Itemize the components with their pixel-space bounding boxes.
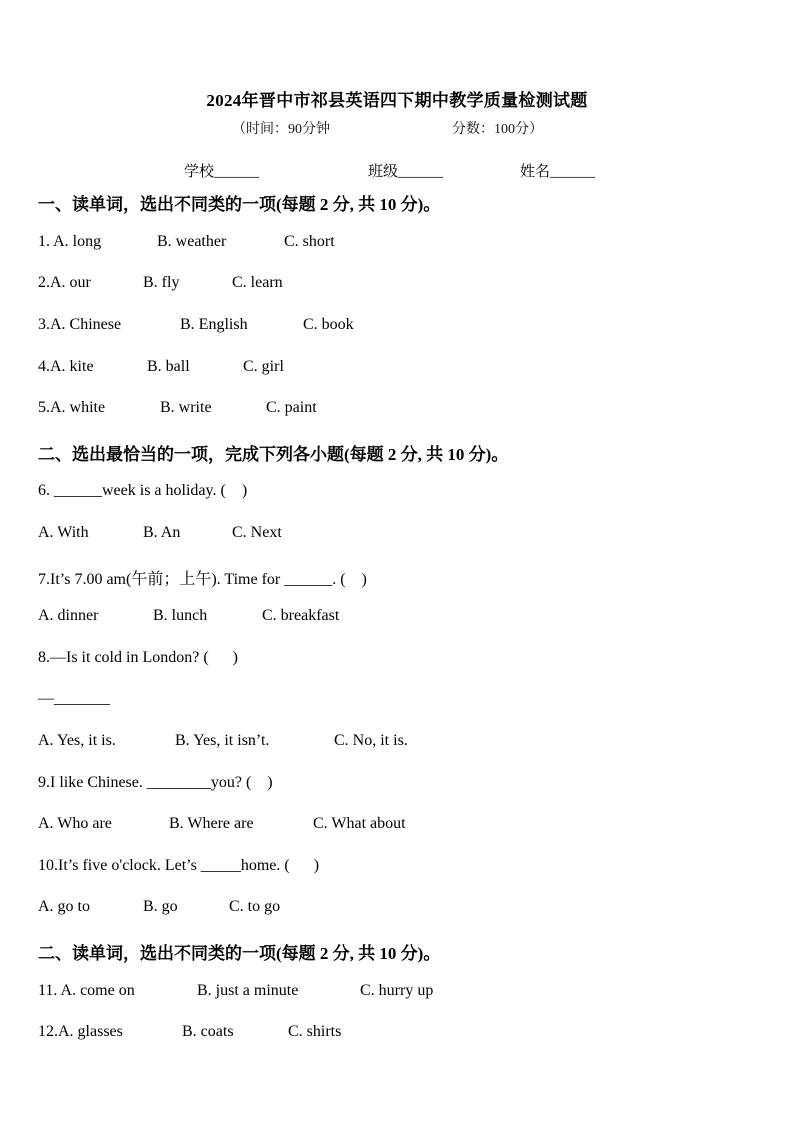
q3-option-b: B. English [180,316,248,333]
name-field: 姓名______ [520,164,596,180]
class-field: 班级______ [368,164,444,180]
q10-option-b: B. go [143,898,178,915]
q3-option-a: 3.A. Chinese [38,316,122,333]
q6-option-c: C. Next [232,524,282,541]
section-1-heading: 一、读单词，选出不同类的一项(每题 2 分, 共 10 分)。 [38,195,441,214]
q2-option-c: C. learn [232,274,283,291]
q11-option-a: 11. A. come on [38,982,135,999]
q8-option-a: A. Yes, it is. [38,732,116,749]
q7-option-b: B. lunch [153,607,208,624]
q8-option-c: C. No, it is. [334,732,408,749]
q8-option-b: B. Yes, it isn’t. [175,732,270,749]
q8-stem: 8.—Is it cold in London? ( ) [38,649,238,666]
q3-option-c: C. book [303,316,354,333]
q11-option-c: C. hurry up [360,982,434,999]
q2-option-b: B. fly [143,274,180,291]
exam-score: 分数：100分） [452,122,543,137]
q1-option-b: B. weather [157,233,227,250]
section-2-heading: 二、选出最恰当的一项，完成下列各小题(每题 2 分, 共 10 分)。 [38,445,509,464]
q10-stem: 10.It’s five o'clock. Let’s _____home. ( ) [38,857,320,874]
q5-option-b: B. write [160,399,212,416]
q9-option-b: B. Where are [169,815,254,832]
q11-option-b: B. just a minute [197,982,299,999]
exam-time: （时间：90分钟 [232,122,330,137]
q9-stem: 9.I like Chinese. ________you? ( ) [38,774,273,791]
q8-answer-line: —_______ [38,690,110,707]
q6-option-a: A. With [38,524,89,541]
q12-option-c: C. shirts [288,1023,342,1040]
q10-option-a: A. go to [38,898,90,915]
school-field: 学校______ [184,164,260,180]
q4-option-b: B. ball [147,358,190,375]
q9-option-c: C. What about [313,815,406,832]
q4-option-c: C. girl [243,358,284,375]
q6-stem: 6. ______week is a holiday. ( ) [38,482,248,499]
q10-option-c: C. to go [229,898,281,915]
exam-title: 2024年晋中市祁县英语四下期中教学质量检测试题 [206,91,588,110]
section-3-heading: 二、读单词，选出不同类的一项(每题 2 分, 共 10 分)。 [38,944,441,963]
q7-stem: 7.It’s 7.00 am(午前；上午). Time for ______. ( ) [38,571,367,588]
q12-option-a: 12.A. glasses [38,1023,123,1040]
q1-option-a: 1. A. long [38,233,102,250]
q9-option-a: A. Who are [38,815,112,832]
q1-option-c: C. short [284,233,335,250]
q5-option-a: 5.A. white [38,399,106,416]
q6-option-b: B. An [143,524,181,541]
q7-option-c: C. breakfast [262,607,340,624]
q12-option-b: B. coats [182,1023,234,1040]
q2-option-a: 2.A. our [38,274,91,291]
q5-option-c: C. paint [266,399,317,416]
q4-option-a: 4.A. kite [38,358,94,375]
q7-option-a: A. dinner [38,607,99,624]
